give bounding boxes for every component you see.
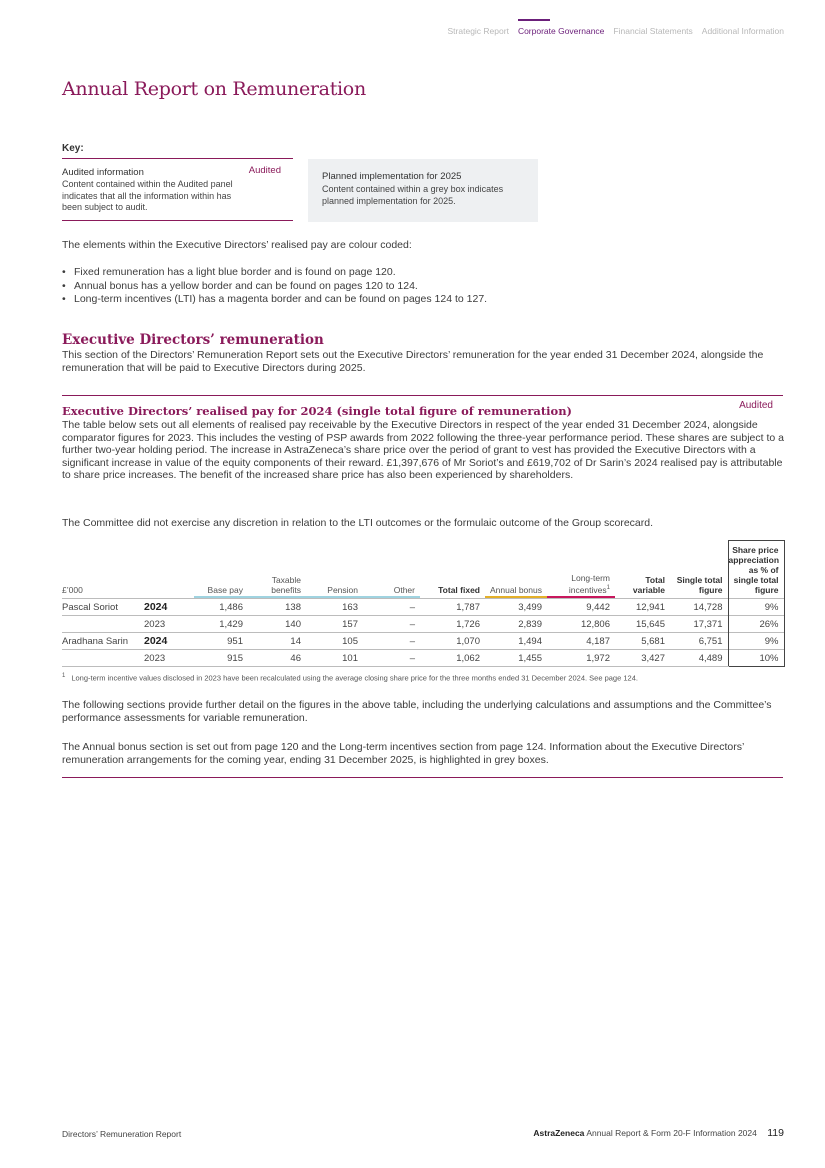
table-cell: 1,494: [485, 633, 547, 650]
audited-key-panel: [62, 158, 293, 221]
list-item: • Long-term incentives (LTI) has a magenta border and can be found on pages 124 to 127.: [62, 293, 487, 307]
after-para-1: The following sections provide further detail on the figures in the above table, including the underlying calculations and assumptions and the Committee’s performance assessments for variable remuneration.: [62, 699, 772, 724]
table-cell: 4,187: [547, 633, 615, 650]
table-cell: 46: [248, 650, 306, 667]
table-cell: 140: [248, 616, 306, 633]
table-cell: 4,489: [670, 650, 728, 667]
footnote-text: Long-term incentive values disclosed in 2023 have been recalculated using the average closing share price for the three months ended 31 December 2024. See page 124.: [71, 673, 638, 683]
footer-doc-info: [533, 1127, 784, 1139]
table-row: [62, 633, 784, 650]
nav-additional-information[interactable]: Additional Information: [701, 26, 784, 36]
table-footnote: [62, 673, 638, 683]
planned-key-panel: [308, 159, 538, 222]
director-name: Aradhana Sarin: [62, 633, 144, 650]
table-cell: 951: [194, 633, 248, 650]
table-cell: 12,941: [615, 599, 670, 616]
lti-header: [547, 541, 615, 599]
total-variable-header: Total variable: [632, 575, 665, 595]
table-cell: 1,726: [420, 616, 485, 633]
year-cell: 2023: [144, 650, 194, 667]
table-cell: –: [363, 599, 420, 616]
realised-pay-table: [62, 540, 785, 667]
director-name: [62, 650, 144, 667]
section-heading: Executive Directors’ remuneration: [62, 332, 324, 348]
planned-key-text: Content contained within a grey box indicates planned implementation for 2025.: [322, 184, 504, 206]
base-pay-header: Base pay: [194, 541, 248, 599]
table-cell: 10%: [728, 650, 784, 667]
planned-key-heading: Planned implementation for 2025: [322, 171, 462, 182]
other-header: Other: [363, 541, 420, 599]
year-header: [144, 541, 194, 599]
share-price-header: Share price appreciation as % of single total figure: [728, 541, 784, 599]
footer-doc-title: Annual Report & Form 20-F Information 2024: [586, 1128, 757, 1138]
page-number: 119: [767, 1127, 784, 1139]
table-cell: 9,442: [547, 599, 615, 616]
key-label: Key:: [62, 143, 84, 154]
pension-header: Pension: [306, 541, 363, 599]
table-cell: 3,427: [615, 650, 670, 667]
section-nav: [448, 26, 784, 36]
total-fixed-header: Total fixed: [438, 585, 480, 595]
audited-top-rule: [62, 395, 783, 396]
table-cell: 2,839: [485, 616, 547, 633]
nav-corporate-governance[interactable]: Corporate Governance: [517, 26, 605, 36]
table-cell: 26%: [728, 616, 784, 633]
table-cell: 9%: [728, 599, 784, 616]
table-cell: 1,455: [485, 650, 547, 667]
subsection-para-1: The table below sets out all elements of realised pay receivable by the Executive Directors in respect of the year ended 31 December 2024, alongside comparator figures for 2023. This includes the vesting of PSP awards from 2022 following the three-year performance period. These shares are subject to a further two-year holding period. The increase in AstraZeneca’s share price over the period of grant to vest has provided the Executive Directors with a significant increase in value of the equity components of their reward. £1,397,676 of Mr Soriot’s and £619,702 of Dr Sarin’s 2024 realised pay is attributable to share price increases. The benefit of the increased share price has also been experienced by shareholders.: [62, 419, 784, 481]
table-cell: 14: [248, 633, 306, 650]
subsection-heading: Executive Directors’ realised pay for 2024 (single total figure of remuneration): [62, 404, 572, 418]
table-cell: 15,645: [615, 616, 670, 633]
table-cell: 17,371: [670, 616, 728, 633]
table-cell: 915: [194, 650, 248, 667]
director-name: [62, 616, 144, 633]
table-cell: 101: [306, 650, 363, 667]
nav-financial-statements[interactable]: Financial Statements: [613, 26, 693, 36]
table-cell: 105: [306, 633, 363, 650]
table-cell: 1,787: [420, 599, 485, 616]
nav-strategic-report[interactable]: Strategic Report: [447, 26, 509, 36]
list-item: • Annual bonus has a yellow border and can be found on pages 120 to 124.: [62, 280, 487, 294]
unit-header: £’000: [62, 585, 83, 595]
audited-bottom-rule: [62, 777, 783, 778]
annual-bonus-header: Annual bonus: [485, 541, 547, 599]
list-item: • Fixed remuneration has a light blue border and is found on page 120.: [62, 266, 487, 280]
table-cell: 12,806: [547, 616, 615, 633]
table-cell: 1,486: [194, 599, 248, 616]
subsection-para-2: The Committee did not exercise any discretion in relation to the LTI outcomes or the formulaic outcome of the Group scorecard.: [62, 517, 654, 529]
table-cell: –: [363, 650, 420, 667]
table-row: [62, 599, 784, 616]
table-row: [62, 616, 784, 633]
table-cell: –: [363, 633, 420, 650]
table-cell: 3,499: [485, 599, 547, 616]
taxable-benefits-header: Taxable benefits: [248, 541, 306, 599]
footer-brand: AstraZeneca: [533, 1128, 585, 1138]
audited-key-heading: Audited information: [62, 167, 144, 178]
director-name: Pascal Soriot: [62, 599, 144, 616]
table-cell: 1,070: [420, 633, 485, 650]
intro-text: The elements within the Executive Directors’ realised pay are colour coded:: [62, 239, 412, 251]
table-row: [62, 650, 784, 667]
audited-tag: Audited: [739, 400, 773, 411]
year-cell: 2023: [144, 616, 194, 633]
footnote-mark: 1: [62, 673, 66, 679]
lti-header-label: Long-term incentives: [568, 573, 610, 595]
table-header-row: [62, 541, 784, 599]
table-cell: 5,681: [615, 633, 670, 650]
audited-key-text: Content contained within the Audited panel indicates that all the information within has been subject to audit.: [62, 179, 233, 212]
section-text: This section of the Directors’ Remuneration Report sets out the Executive Directors’ remuneration for the year ended 31 December 2024, alongside the remuneration that will be paid to Executive Directors during 2025.: [62, 349, 764, 374]
year-cell: 2024: [144, 633, 194, 650]
table-cell: 163: [306, 599, 363, 616]
table-cell: 1,972: [547, 650, 615, 667]
colour-code-list: [62, 266, 487, 307]
footer-section-name: Directors’ Remuneration Report: [62, 1129, 182, 1139]
single-total-header: Single total figure: [676, 575, 723, 595]
table-cell: 14,728: [670, 599, 728, 616]
after-para-2: The Annual bonus section is set out from page 120 and the Long-term incentives section from page 124. Information about the Executive Directors’ remuneration arrangements for the coming year, ending 31 December 2025, is highlighted in grey boxes.: [62, 741, 744, 766]
page-title: Annual Report on Remuneration: [62, 78, 366, 100]
audited-key-tag: Audited: [248, 165, 281, 176]
table-cell: 6,751: [670, 633, 728, 650]
year-cell: 2024: [144, 599, 194, 616]
table-cell: 9%: [728, 633, 784, 650]
table-cell: 157: [306, 616, 363, 633]
table-cell: 138: [248, 599, 306, 616]
table-cell: –: [363, 616, 420, 633]
lti-footnote-mark: 1: [606, 585, 610, 592]
table-cell: 1,429: [194, 616, 248, 633]
table-cell: 1,062: [420, 650, 485, 667]
